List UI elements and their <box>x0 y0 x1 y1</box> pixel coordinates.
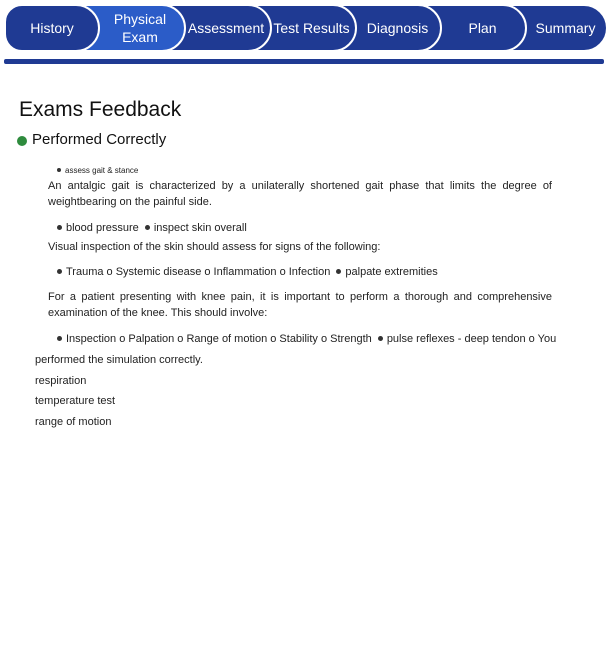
knee-steps-label: Inspection o Palpation o Range of motion o Stability o Strength <box>66 333 372 345</box>
performed-text: performed the simulation correctly. <box>35 354 203 366</box>
item-gait-label: assess gait & stance <box>65 166 139 175</box>
knee-explanation: For a patient presenting with knee pain, it is important to perform a thorough and comprehensive examination of the knee. This should involve: <box>48 291 552 319</box>
bullet-icon <box>57 269 62 274</box>
tab-summary-label: Summary <box>535 20 596 36</box>
bullet-icon <box>378 336 383 341</box>
tab-physical-exam-label <box>112 10 168 46</box>
page-title: Exams Feedback <box>19 98 182 121</box>
skin-label: inspect skin overall <box>153 222 247 234</box>
palpate-label: palpate extremities <box>345 266 438 278</box>
tab-assessment-label: Assessment <box>187 20 265 36</box>
tab-test-results-label: Test Results <box>273 20 350 36</box>
tab-physical-exam-line1: Physical <box>113 11 167 27</box>
tab-bar <box>4 4 608 52</box>
success-dot-icon <box>17 136 27 146</box>
tab-history[interactable] <box>4 4 100 52</box>
bullet-icon <box>57 336 62 341</box>
skin-signs-label: Trauma o Systemic disease o Inflammation o Infection <box>66 266 331 278</box>
list-item-skin-signs <box>57 266 438 278</box>
section-title: Performed Correctly <box>32 131 167 148</box>
bullet-icon <box>336 269 341 274</box>
visual-inspection-text: Visual inspection of the skin should assess for signs of the following: <box>48 241 381 253</box>
list-item-gait <box>57 166 138 175</box>
tab-diagnosis-label: Diagnosis <box>366 20 429 36</box>
list-item-knee-steps <box>57 333 556 345</box>
tab-physical-exam-line2: Exam <box>122 29 158 45</box>
tab-plan-label: Plan <box>468 20 497 36</box>
bullet-icon <box>57 168 61 172</box>
bp-label: blood pressure <box>66 222 139 234</box>
reflex-label: pulse reflexes - deep tendon o You <box>386 333 557 345</box>
bullet-icon <box>145 225 150 230</box>
tab-bar-underline <box>4 59 604 64</box>
list-item-bp-skin <box>57 222 247 234</box>
item-respiration: respiration <box>35 375 87 387</box>
tab-history-label: History <box>30 20 74 36</box>
bullet-icon <box>57 225 62 230</box>
item-range-of-motion: range of motion <box>35 416 112 428</box>
item-temperature: temperature test <box>35 395 116 407</box>
gait-explanation: An antalgic gait is characterized by a unilaterally shortened gait phase that limits the degree of weightbearing on the painful side. <box>48 180 552 208</box>
performed-correctly-heading <box>17 131 166 148</box>
